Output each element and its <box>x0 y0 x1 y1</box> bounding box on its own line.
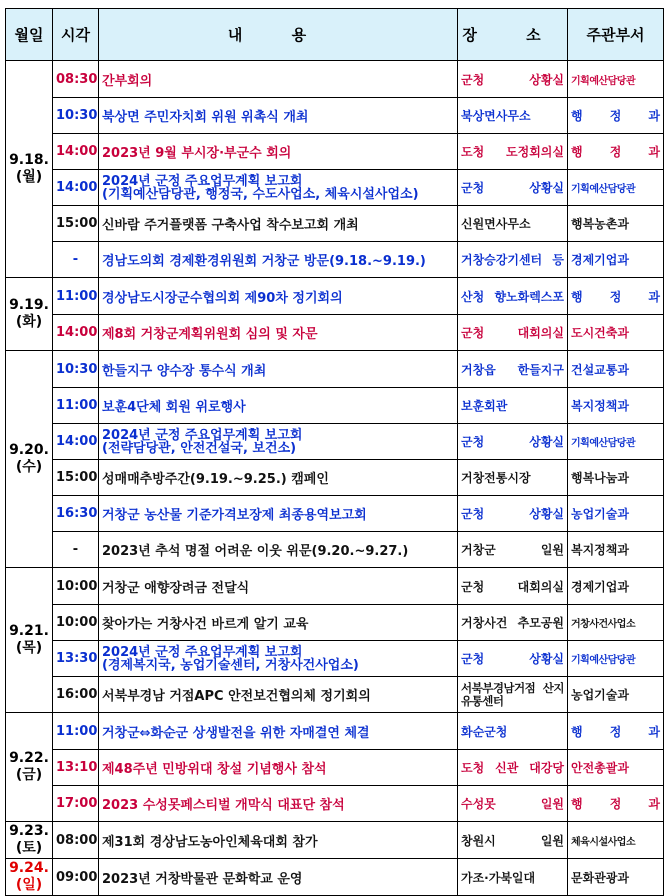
content-cell <box>99 242 458 278</box>
table-row <box>6 568 664 605</box>
content-line: (기획예산담당관, 행정국, 수도사업소, 체육시설사업소) <box>102 186 419 202</box>
schedule-table <box>5 8 664 896</box>
dept-cell: 행복농촌과 <box>568 206 664 242</box>
table-row <box>6 677 664 713</box>
place-cell: 거창승강기센터 등 <box>458 242 568 278</box>
time-cell: - <box>53 242 99 278</box>
content-cell <box>99 98 458 134</box>
content-cell <box>99 605 458 641</box>
content-cell <box>99 460 458 496</box>
weekday-label: (금) <box>15 767 43 783</box>
place-cell: 북상면사무소 <box>458 98 568 134</box>
table-row <box>6 242 664 278</box>
dept-cell: 도시건축과 <box>568 315 664 351</box>
table-row <box>6 134 664 170</box>
content-line: 서북부경남 거점APC 안전보건협의체 정기회의 <box>102 689 371 704</box>
date-label: 9.23. <box>9 823 49 839</box>
content-cell <box>99 170 458 206</box>
content-line: 신바람 주거플랫폼 구축사업 착수보고회 개최 <box>102 218 359 233</box>
time-cell: 09:00 <box>53 859 99 896</box>
content-line: 2024년 군정 주요업무계획 보고회 <box>102 173 303 189</box>
content-cell <box>99 61 458 98</box>
dept-cell: 기획예산담당관 <box>568 61 664 98</box>
dept-cell: 문화관광과 <box>568 859 664 896</box>
table-row <box>6 532 664 568</box>
content-line: 2023년 9월 부시장·부군수 회의 <box>102 146 292 161</box>
content-line: 2024년 군정 주요업무계획 보고회 <box>102 427 303 443</box>
place-cell: 창원시 일원 <box>458 822 568 859</box>
dept-cell: 복지정책과 <box>568 388 664 424</box>
date-cell <box>6 278 53 351</box>
weekday-label: (월) <box>15 169 43 185</box>
content-cell <box>99 532 458 568</box>
content-line: 거창군 애향장려금 전달식 <box>102 580 250 596</box>
time-cell: 14:00 <box>53 134 99 170</box>
place-cell: 군청 대회의실 <box>458 315 568 351</box>
time-cell: - <box>53 532 99 568</box>
weekday-label: (화) <box>15 314 43 330</box>
content-line: 2023년 추석 명절 어려운 이웃 위문(9.20.~9.27.) <box>102 544 409 559</box>
time-cell: 08:30 <box>53 61 99 98</box>
header-date: 월일 <box>6 9 53 61</box>
date-label: 9.19. <box>9 297 49 313</box>
time-cell: 13:30 <box>53 641 99 677</box>
table-row <box>6 460 664 496</box>
content-line: 2024년 군정 주요업무계획 보고회 <box>102 644 303 660</box>
header-time: 시각 <box>53 9 99 61</box>
dept-cell: 거창사건사업소 <box>568 605 664 641</box>
content-line: 제8회 거창군계획위원회 심의 및 자문 <box>102 327 318 342</box>
dept-cell: 농업기술과 <box>568 496 664 532</box>
content-cell <box>99 351 458 388</box>
place-cell: 도청 도정회의실 <box>458 134 568 170</box>
table-row <box>6 750 664 786</box>
content-cell <box>99 388 458 424</box>
place-cell: 군청 상황실 <box>458 424 568 460</box>
table-row <box>6 315 664 351</box>
time-cell: 10:30 <box>53 351 99 388</box>
content-line: 한들지구 양수장 통수식 개최 <box>102 363 267 379</box>
place-cell: 가조·가북일대 <box>458 859 568 896</box>
content-cell <box>99 206 458 242</box>
dept-cell: 기획예산담당관 <box>568 170 664 206</box>
content-line: 2023년 거창박물관 문화학교 운영 <box>102 871 303 887</box>
content-cell <box>99 786 458 822</box>
content-cell <box>99 713 458 750</box>
dept-cell: 행 정 과 <box>568 98 664 134</box>
place-cell: 화순군청 <box>458 713 568 750</box>
content-line: 2023 수성못페스티벌 개막식 대표단 참석 <box>102 798 345 813</box>
time-cell: 11:00 <box>53 278 99 315</box>
dept-cell: 행 정 과 <box>568 134 664 170</box>
content-line: 제48주년 민방위대 창설 기념행사 참석 <box>102 762 327 777</box>
place-cell: 산청 향노화렉스포 <box>458 278 568 315</box>
content-cell <box>99 822 458 859</box>
dept-cell: 행복나눔과 <box>568 460 664 496</box>
time-cell: 14:00 <box>53 315 99 351</box>
weekday-label: (목) <box>15 640 43 656</box>
schedule-body <box>6 61 664 896</box>
date-cell <box>6 61 53 278</box>
content-line: 거창군⇔화순군 상생발전을 위한 자매결연 체결 <box>102 725 370 741</box>
time-cell: 10:00 <box>53 568 99 605</box>
dept-cell: 체육시설사업소 <box>568 822 664 859</box>
content-line: 성매매추방주간(9.19.~9.25.) 캠페인 <box>102 472 329 487</box>
place-cell: 거창읍 한들지구 <box>458 351 568 388</box>
date-cell <box>6 568 53 713</box>
date-label: 9.18. <box>9 152 49 168</box>
time-cell: 15:00 <box>53 206 99 242</box>
dept-cell: 행 정 과 <box>568 278 664 315</box>
dept-cell: 복지정책과 <box>568 532 664 568</box>
content-cell <box>99 750 458 786</box>
time-cell: 08:00 <box>53 822 99 859</box>
content-cell <box>99 134 458 170</box>
content-cell <box>99 278 458 315</box>
dept-cell: 기획예산담당관 <box>568 424 664 460</box>
weekday-label: (수) <box>15 459 43 475</box>
table-row <box>6 859 664 896</box>
place-cell: 군청 상황실 <box>458 170 568 206</box>
place-cell: 군청 상황실 <box>458 496 568 532</box>
content-line: 북상면 주민자치회 위원 위촉식 개최 <box>102 110 309 125</box>
content-cell <box>99 496 458 532</box>
content-cell <box>99 677 458 713</box>
time-cell: 13:10 <box>53 750 99 786</box>
dept-cell: 경제기업과 <box>568 568 664 605</box>
table-row <box>6 206 664 242</box>
header-row <box>6 9 664 61</box>
header-content: 내 용 <box>99 9 458 61</box>
time-cell: 16:00 <box>53 677 99 713</box>
date-label: 9.24. <box>9 860 49 876</box>
place-cell: 수성못 일원 <box>458 786 568 822</box>
dept-cell: 건설교통과 <box>568 351 664 388</box>
dept-cell: 농업기술과 <box>568 677 664 713</box>
table-row <box>6 424 664 460</box>
table-row <box>6 496 664 532</box>
table-row <box>6 605 664 641</box>
date-label: 9.20. <box>9 442 49 458</box>
time-cell: 15:00 <box>53 460 99 496</box>
content-line: 간부회의 <box>102 73 153 89</box>
weekday-label: (토) <box>15 840 43 856</box>
place-cell: 거창군 일원 <box>458 532 568 568</box>
table-row <box>6 822 664 859</box>
date-cell <box>6 859 53 896</box>
header-dept: 주관부서 <box>568 9 664 61</box>
content-cell <box>99 641 458 677</box>
time-cell: 14:00 <box>53 170 99 206</box>
table-row <box>6 641 664 677</box>
table-row <box>6 61 664 98</box>
table-row <box>6 170 664 206</box>
content-cell <box>99 315 458 351</box>
place-cell: 도청 신관 대강당 <box>458 750 568 786</box>
dept-cell: 행 정 과 <box>568 713 664 750</box>
time-cell: 16:30 <box>53 496 99 532</box>
content-line: 제31회 경상남도농아인체육대회 참가 <box>102 834 318 850</box>
date-cell <box>6 822 53 859</box>
time-cell: 17:00 <box>53 786 99 822</box>
time-cell: 11:00 <box>53 388 99 424</box>
table-row <box>6 713 664 750</box>
place-cell: 신원면사무소 <box>458 206 568 242</box>
dept-cell: 안전총괄과 <box>568 750 664 786</box>
date-cell <box>6 713 53 822</box>
place-cell: 서북부경남거점 산지유통센터 <box>458 677 568 713</box>
date-cell <box>6 351 53 568</box>
place-cell: 군청 대회의실 <box>458 568 568 605</box>
content-line: 찾아가는 거창사건 바르게 알기 교육 <box>102 617 309 632</box>
dept-cell: 경제기업과 <box>568 242 664 278</box>
date-label: 9.21. <box>9 623 49 639</box>
content-line: (전략담당관, 안전건설국, 보건소) <box>102 440 297 456</box>
weekday-label: (일) <box>15 877 43 893</box>
content-line: 경상남도시장군수협의회 제90차 정기회의 <box>102 290 343 306</box>
table-row <box>6 786 664 822</box>
content-line: 거창군 농산물 기준가격보장제 최종용역보고회 <box>102 508 367 523</box>
place-cell: 군청 상황실 <box>458 641 568 677</box>
table-row <box>6 388 664 424</box>
content-cell <box>99 424 458 460</box>
place-cell: 거창전통시장 <box>458 460 568 496</box>
time-cell: 10:00 <box>53 605 99 641</box>
time-cell: 14:00 <box>53 424 99 460</box>
dept-cell: 기획예산담당관 <box>568 641 664 677</box>
time-cell: 11:00 <box>53 713 99 750</box>
place-cell: 거창사건 추모공원 <box>458 605 568 641</box>
date-label: 9.22. <box>9 750 49 766</box>
content-cell <box>99 859 458 896</box>
content-line: (경제복지국, 농업기술센터, 거창사건사업소) <box>102 657 359 673</box>
content-line: 보훈4단체 회원 위로행사 <box>102 400 246 415</box>
place-cell: 군청 상황실 <box>458 61 568 98</box>
dept-cell: 행 정 과 <box>568 786 664 822</box>
content-cell <box>99 568 458 605</box>
table-row <box>6 278 664 315</box>
content-line: 경남도의회 경제환경위원회 거창군 방문(9.18.~9.19.) <box>102 254 426 269</box>
table-row <box>6 98 664 134</box>
time-cell: 10:30 <box>53 98 99 134</box>
header-place: 장 소 <box>458 9 568 61</box>
place-cell: 보훈회관 <box>458 388 568 424</box>
table-row <box>6 351 664 388</box>
